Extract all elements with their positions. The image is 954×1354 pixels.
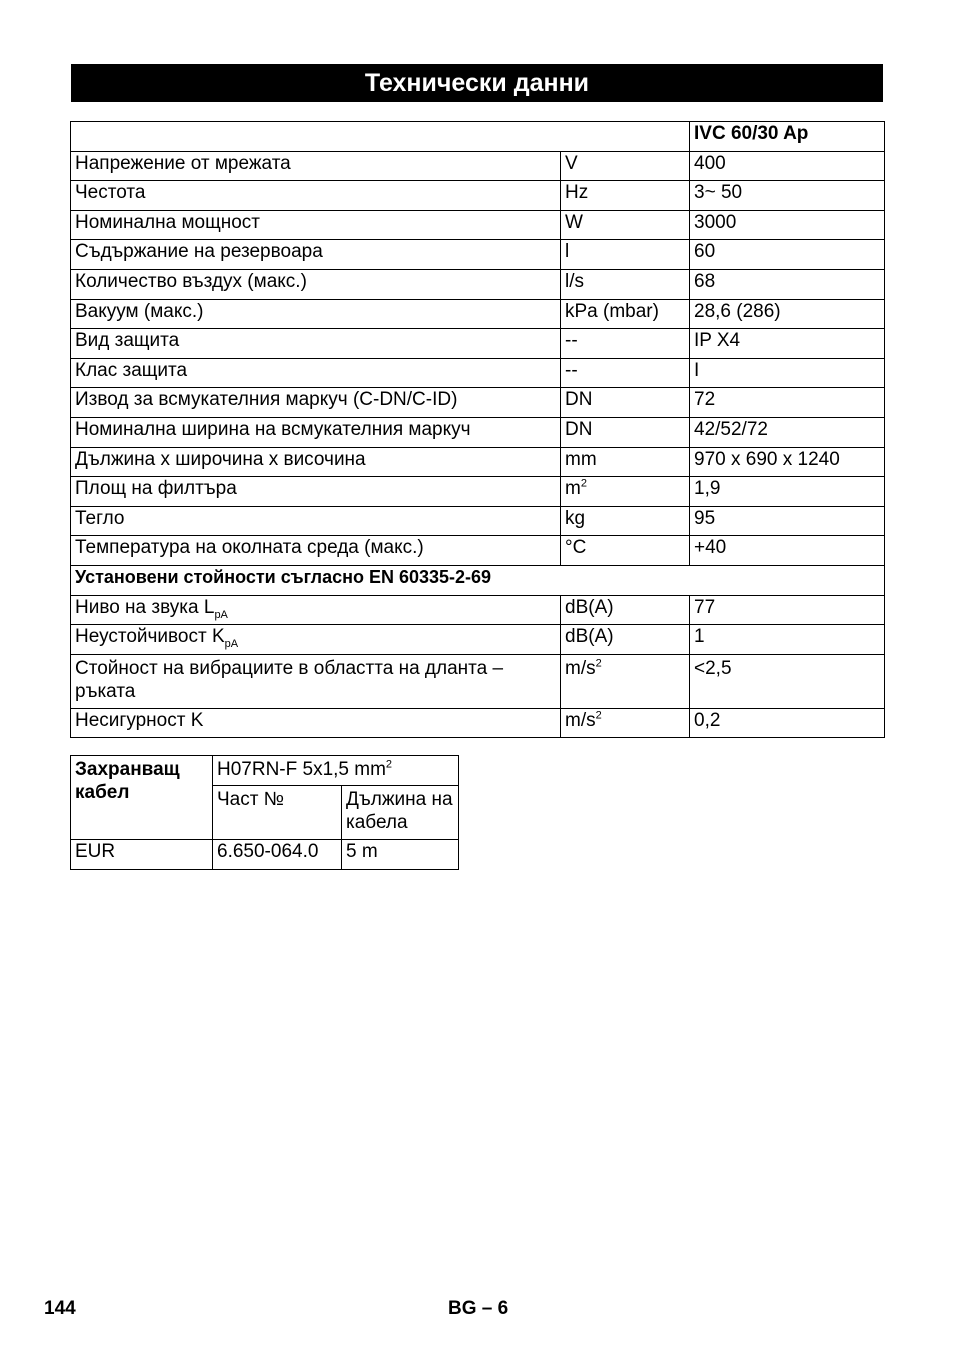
row-unit: $m/s^2$: [561, 708, 690, 738]
row-value: 60: [690, 240, 885, 270]
row-unit: kPa (mbar): [561, 299, 690, 329]
table-row: [71, 329, 885, 359]
row-label: Дължина x широчина x височина: [71, 447, 561, 477]
row-value: 95: [690, 506, 885, 536]
row-label: Съдържание на резервоара: [71, 240, 561, 270]
row-value: 3~ 50: [690, 181, 885, 211]
row-unit: l: [561, 240, 690, 270]
row-label: Извод за всмукателния маркуч (C-DN/C-ID): [71, 388, 561, 418]
table-row: [71, 240, 885, 270]
row-label: Стойност на вибрациите в областта на дланта – ръката: [71, 654, 561, 708]
table-row: [71, 210, 885, 240]
row-value: 1: [690, 625, 885, 655]
col-part-header: Част №: [213, 786, 342, 840]
row-value: 72: [690, 388, 885, 418]
table-row: [71, 181, 885, 211]
row-value: 28,6 (286): [690, 299, 885, 329]
table-row: [71, 756, 459, 786]
table-row: [71, 477, 885, 507]
row-unit: dB(A): [561, 595, 690, 625]
row-label: Номинална ширина на всмукателния маркуч: [71, 417, 561, 447]
table-row: [71, 447, 885, 477]
row-unit: dB(A): [561, 625, 690, 655]
row-value: 68: [690, 269, 885, 299]
section-code: BG – 6: [448, 1298, 509, 1319]
row-unit: DN: [561, 417, 690, 447]
row-unit: °C: [561, 536, 690, 566]
section-heading-row: [71, 565, 885, 595]
row-unit: --: [561, 329, 690, 359]
row-value: <2,5: [690, 654, 885, 708]
row-label: Номинална мощност: [71, 210, 561, 240]
table-row: [71, 388, 885, 418]
power-cable-table: [70, 755, 459, 870]
table-row: [71, 506, 885, 536]
page-title-text: Технически данни: [364, 68, 590, 97]
row-unit: l/s: [561, 269, 690, 299]
row-label: Ниво на звука $L_{pA}$: [71, 595, 561, 625]
row-value: 0,2: [690, 708, 885, 738]
row-label: Площ на филтъра: [71, 477, 561, 507]
row-unit: kg: [561, 506, 690, 536]
technical-data-table: [70, 121, 885, 738]
table-row: [71, 299, 885, 329]
cable-heading: Захранващ кабел: [71, 756, 213, 840]
table-row: [71, 151, 885, 181]
row-unit: mm: [561, 447, 690, 477]
row-unit: $m/s^2$: [561, 654, 690, 708]
row-value: 1,9: [690, 477, 885, 507]
table-row: [71, 654, 885, 708]
table-row: [71, 417, 885, 447]
row-label: Клас защита: [71, 358, 561, 388]
table-row: [71, 595, 885, 625]
row-value: 77: [690, 595, 885, 625]
row-label: Неустойчивост $K_{pA}$: [71, 625, 561, 655]
row-value: 400: [690, 151, 885, 181]
row-unit: $m^2$: [561, 477, 690, 507]
table-row: [71, 840, 459, 870]
page-number: 144: [44, 1298, 76, 1319]
section-heading: Установени стойности съгласно EN 60335-2-69: [71, 565, 885, 595]
row-label: Напрежение от мрежата: [71, 151, 561, 181]
row-label: Температура на околната среда (макс.): [71, 536, 561, 566]
cable-region: EUR: [71, 840, 213, 870]
row-label: Вид защита: [71, 329, 561, 359]
table-row: [71, 625, 885, 655]
table-row: [71, 269, 885, 299]
row-value: +40: [690, 536, 885, 566]
cable-part-number: 6.650-064.0: [213, 840, 342, 870]
row-unit: DN: [561, 388, 690, 418]
row-value: 970 x 690 x 1240: [690, 447, 885, 477]
row-value: IP X4: [690, 329, 885, 359]
row-unit: --: [561, 358, 690, 388]
col-length-header: Дължина на кабела: [342, 786, 459, 840]
cable-type: H07RN-F 5x1,5 $mm^2$: [213, 756, 459, 786]
row-label: Честота: [71, 181, 561, 211]
model-name: IVC 60/30 Ap: [690, 122, 885, 152]
row-value: 42/52/72: [690, 417, 885, 447]
row-unit: Hz: [561, 181, 690, 211]
table-row: [71, 536, 885, 566]
page-title: [71, 64, 883, 102]
cable-length: 5 m: [342, 840, 459, 870]
row-label: Несигурност K: [71, 708, 561, 738]
row-label: Количество въздух (макс.): [71, 269, 561, 299]
table-header-row: [71, 122, 885, 152]
row-label: Тегло: [71, 506, 561, 536]
row-unit: V: [561, 151, 690, 181]
row-label: Вакуум (макс.): [71, 299, 561, 329]
table-row: [71, 708, 885, 738]
row-value: 3000: [690, 210, 885, 240]
table-row: [71, 358, 885, 388]
row-unit: W: [561, 210, 690, 240]
row-value: I: [690, 358, 885, 388]
